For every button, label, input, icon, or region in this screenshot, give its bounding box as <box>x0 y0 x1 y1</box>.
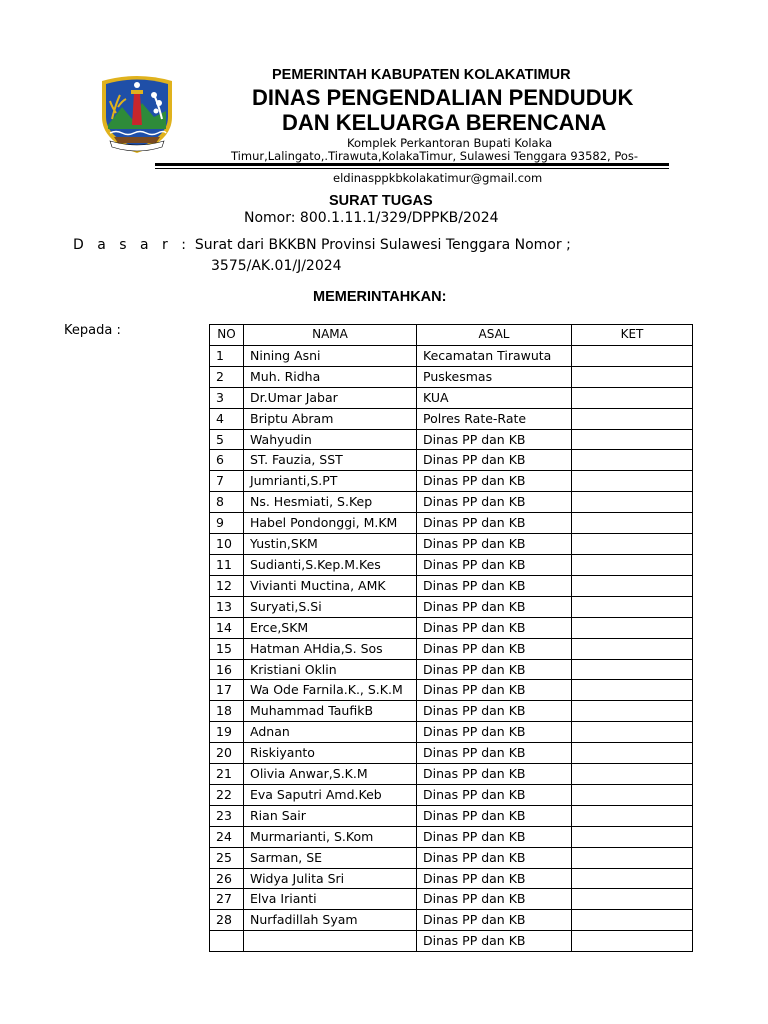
table-row <box>210 513 693 534</box>
cell-no: 27 <box>210 889 244 910</box>
table-row <box>210 408 693 429</box>
letterhead-government: PEMERINTAH KABUPATEN KOLAKATIMUR <box>272 67 571 83</box>
table-row <box>210 345 693 366</box>
cell-nama: Jumrianti,S.PT <box>244 471 417 492</box>
regency-emblem-logo <box>96 73 178 155</box>
cell-asal: Dinas PP dan KB <box>417 743 572 764</box>
cell-nama: Rian Sair <box>244 805 417 826</box>
cell-no: 17 <box>210 680 244 701</box>
cell-ket <box>572 826 693 847</box>
cell-ket <box>572 513 693 534</box>
cell-ket <box>572 722 693 743</box>
cell-no: 12 <box>210 575 244 596</box>
cell-asal: Dinas PP dan KB <box>417 638 572 659</box>
cell-nama: Adnan <box>244 722 417 743</box>
cell-asal: Dinas PP dan KB <box>417 659 572 680</box>
cell-no: 8 <box>210 492 244 513</box>
cell-no: 22 <box>210 784 244 805</box>
table-row <box>210 826 693 847</box>
cell-ket <box>572 701 693 722</box>
table-row <box>210 784 693 805</box>
cell-ket <box>572 429 693 450</box>
table-row <box>210 847 693 868</box>
cell-nama: Erce,SKM <box>244 617 417 638</box>
cell-nama <box>244 931 417 952</box>
table-body <box>210 345 693 951</box>
cell-asal: Dinas PP dan KB <box>417 910 572 931</box>
letter-command: MEMERINTAHKAN: <box>313 289 447 305</box>
cell-ket <box>572 847 693 868</box>
table-row <box>210 889 693 910</box>
cell-ket <box>572 387 693 408</box>
cell-asal: Kecamatan Tirawuta <box>417 345 572 366</box>
cell-asal: Puskesmas <box>417 366 572 387</box>
cell-asal: Dinas PP dan KB <box>417 429 572 450</box>
cell-no: 10 <box>210 534 244 555</box>
cell-no: 1 <box>210 345 244 366</box>
cell-nama: Muh. Ridha <box>244 366 417 387</box>
cell-nama: ST. Fauzia, SST <box>244 450 417 471</box>
cell-ket <box>572 450 693 471</box>
cell-asal: Dinas PP dan KB <box>417 784 572 805</box>
cell-nama: Suryati,S.Si <box>244 596 417 617</box>
cell-nama: Sudianti,S.Kep.M.Kes <box>244 554 417 575</box>
cell-no: 18 <box>210 701 244 722</box>
letterhead-address-line1: Komplek Perkantoran Bupati Kolaka <box>347 136 553 150</box>
cell-no: 9 <box>210 513 244 534</box>
cell-ket <box>572 534 693 555</box>
cell-asal: Dinas PP dan KB <box>417 701 572 722</box>
table-row <box>210 910 693 931</box>
table-row <box>210 554 693 575</box>
cell-nama: Vivianti Muctina, AMK <box>244 575 417 596</box>
cell-asal: Dinas PP dan KB <box>417 931 572 952</box>
table-row <box>210 596 693 617</box>
table-row <box>210 680 693 701</box>
cell-asal: Dinas PP dan KB <box>417 450 572 471</box>
cell-asal: Dinas PP dan KB <box>417 596 572 617</box>
letterhead-email: eldinasppkbkolakatimur@gmail.com <box>333 171 543 185</box>
cell-ket <box>572 638 693 659</box>
cell-nama: Yustin,SKM <box>244 534 417 555</box>
table-row <box>210 366 693 387</box>
letter-basis-line1 <box>73 237 571 253</box>
cell-no: 26 <box>210 868 244 889</box>
cell-asal: Dinas PP dan KB <box>417 889 572 910</box>
cell-asal: Dinas PP dan KB <box>417 617 572 638</box>
cell-no: 16 <box>210 659 244 680</box>
cell-nama: Widya Julita Sri <box>244 868 417 889</box>
cell-no: 11 <box>210 554 244 575</box>
cell-no: 7 <box>210 471 244 492</box>
cell-nama: Habel Pondonggi, M.KM <box>244 513 417 534</box>
header-asal: ASAL <box>417 325 572 346</box>
cell-nama: Kristiani Oklin <box>244 659 417 680</box>
cell-asal: Dinas PP dan KB <box>417 722 572 743</box>
header-no: NO <box>210 325 244 346</box>
table-row <box>210 387 693 408</box>
cell-no: 5 <box>210 429 244 450</box>
assignee-table <box>209 324 693 952</box>
letter-basis-line2: 3575/AK.01/J/2024 <box>211 258 342 274</box>
table-row <box>210 805 693 826</box>
table-row <box>210 743 693 764</box>
table-row <box>210 868 693 889</box>
cell-ket <box>572 554 693 575</box>
cell-no: 23 <box>210 805 244 826</box>
cell-nama: Hatman AHdia,S. Sos <box>244 638 417 659</box>
cell-no: 24 <box>210 826 244 847</box>
cell-ket <box>572 889 693 910</box>
cell-nama: Murmarianti, S.Kom <box>244 826 417 847</box>
cell-nama: Muhammad TaufikB <box>244 701 417 722</box>
letter-title: SURAT TUGAS <box>329 193 433 209</box>
table-row <box>210 534 693 555</box>
cell-no <box>210 931 244 952</box>
cell-nama: Dr.Umar Jabar <box>244 387 417 408</box>
cell-no: 19 <box>210 722 244 743</box>
cell-asal: Dinas PP dan KB <box>417 471 572 492</box>
cell-nama: Briptu Abram <box>244 408 417 429</box>
cell-no: 4 <box>210 408 244 429</box>
cell-no: 14 <box>210 617 244 638</box>
cell-ket <box>572 931 693 952</box>
letterhead-address-line2: Timur,Lalingato,.Tirawuta,KolakaTimur, Sulawesi Tenggara 93582, Pos- <box>231 149 639 163</box>
letterhead-divider-thin <box>155 168 669 169</box>
table-row <box>210 429 693 450</box>
cell-no: 15 <box>210 638 244 659</box>
cell-ket <box>572 408 693 429</box>
cell-no: 2 <box>210 366 244 387</box>
cell-no: 13 <box>210 596 244 617</box>
cell-no: 20 <box>210 743 244 764</box>
cell-asal: Dinas PP dan KB <box>417 826 572 847</box>
table-row <box>210 659 693 680</box>
cell-ket <box>572 868 693 889</box>
cell-asal: Dinas PP dan KB <box>417 513 572 534</box>
table-row <box>210 492 693 513</box>
cell-asal: KUA <box>417 387 572 408</box>
table-row <box>210 617 693 638</box>
cell-asal: Dinas PP dan KB <box>417 680 572 701</box>
cell-asal: Dinas PP dan KB <box>417 868 572 889</box>
cell-ket <box>572 617 693 638</box>
cell-nama: Olivia Anwar,S.K.M <box>244 764 417 785</box>
cell-asal: Dinas PP dan KB <box>417 764 572 785</box>
cell-no: 25 <box>210 847 244 868</box>
header-ket: KET <box>572 325 693 346</box>
table-row <box>210 931 693 952</box>
letter-basis-label: D a s a r : <box>73 237 191 253</box>
cell-nama: Nining Asni <box>244 345 417 366</box>
cell-ket <box>572 659 693 680</box>
table-row <box>210 764 693 785</box>
cell-nama: Wahyudin <box>244 429 417 450</box>
cell-ket <box>572 366 693 387</box>
table-header-row <box>210 325 693 346</box>
table-row <box>210 722 693 743</box>
table-row <box>210 701 693 722</box>
cell-ket <box>572 805 693 826</box>
cell-no: 21 <box>210 764 244 785</box>
cell-ket <box>572 764 693 785</box>
cell-asal: Dinas PP dan KB <box>417 847 572 868</box>
cell-nama: Ns. Hesmiati, S.Kep <box>244 492 417 513</box>
letter-basis-text: Surat dari BKKBN Provinsi Sulawesi Tenggara Nomor ; <box>194 237 571 253</box>
cell-nama: Eva Saputri Amd.Keb <box>244 784 417 805</box>
letter-number: Nomor: 800.1.11.1/329/DPPKB/2024 <box>244 210 499 226</box>
cell-ket <box>572 596 693 617</box>
cell-ket <box>572 680 693 701</box>
header-nama: NAMA <box>244 325 417 346</box>
letterhead-divider-thick <box>155 163 669 166</box>
cell-nama: Riskiyanto <box>244 743 417 764</box>
cell-no: 3 <box>210 387 244 408</box>
cell-nama: Sarman, SE <box>244 847 417 868</box>
cell-nama: Elva Irianti <box>244 889 417 910</box>
cell-asal: Polres Rate-Rate <box>417 408 572 429</box>
cell-no: 28 <box>210 910 244 931</box>
cell-ket <box>572 345 693 366</box>
cell-asal: Dinas PP dan KB <box>417 534 572 555</box>
table-row <box>210 638 693 659</box>
letter-to-label: Kepada : <box>64 323 121 338</box>
cell-asal: Dinas PP dan KB <box>417 492 572 513</box>
table-row <box>210 471 693 492</box>
cell-ket <box>572 575 693 596</box>
table-row <box>210 450 693 471</box>
letterhead-agency-line2: DAN KELUARGA BERENCANA <box>282 110 607 135</box>
cell-ket <box>572 471 693 492</box>
cell-nama: Nurfadillah Syam <box>244 910 417 931</box>
cell-asal: Dinas PP dan KB <box>417 575 572 596</box>
cell-ket <box>572 784 693 805</box>
cell-ket <box>572 910 693 931</box>
cell-asal: Dinas PP dan KB <box>417 554 572 575</box>
cell-ket <box>572 743 693 764</box>
cell-nama: Wa Ode Farnila.K., S.K.M <box>244 680 417 701</box>
table-row <box>210 575 693 596</box>
cell-ket <box>572 492 693 513</box>
cell-asal: Dinas PP dan KB <box>417 805 572 826</box>
letterhead-agency-line1: DINAS PENGENDALIAN PENDUDUK <box>252 85 634 110</box>
cell-no: 6 <box>210 450 244 471</box>
